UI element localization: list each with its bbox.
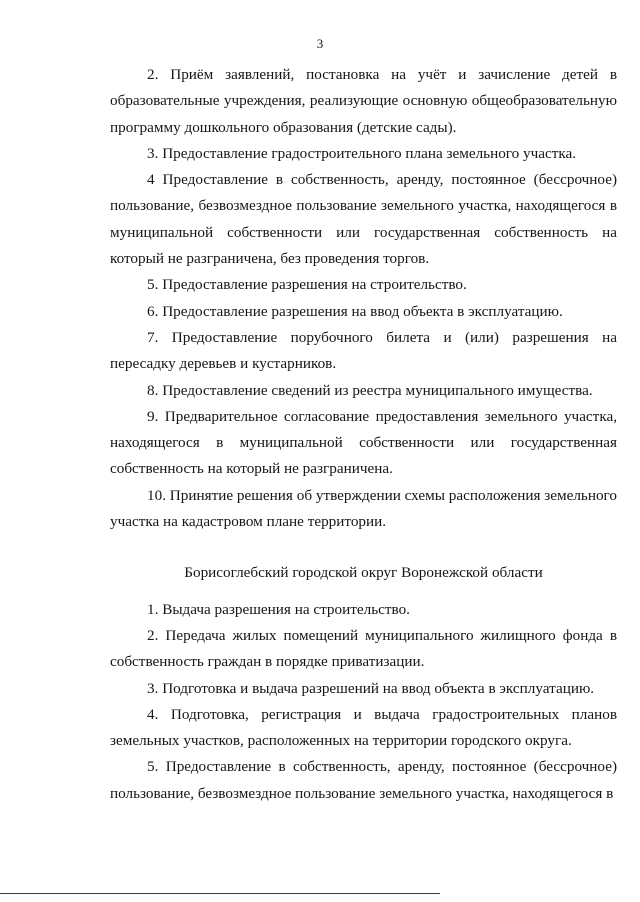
list-item: 5. Предоставление в собственность, аренду, постоянное (бессрочное) пользование, безвозмездное пользование земельного участка, находящегося в xyxy=(110,758,617,802)
list-item: 2. Передача жилых помещений муниципального жилищного фонда в собственность граждан в порядке приватизации. xyxy=(110,626,617,671)
list-item: 3. Предоставление градостроительного плана земельного участка. xyxy=(147,144,577,162)
list-item: 6. Предоставление разрешения на ввод объекта в эксплуатацию. xyxy=(147,302,563,320)
list-item: 3. Подготовка и выдача разрешений на ввод объекта в эксплуатацию. xyxy=(147,679,595,697)
list-item: 9. Предварительное согласование предоставления земельного участка, находящегося в муниципальной собственности или государственная собственность на который не разграничена. xyxy=(110,407,617,478)
list-item: 1. Выдача разрешения на строительство. xyxy=(147,600,410,618)
section-heading: Борисоглебский городской округ Воронежской области xyxy=(184,564,543,582)
list-item: 2. Приём заявлений, постановка на учёт и зачисление детей в образовательные учреждения, реализующие основную общеобразовательную программу дошкольного образования (детские сады). xyxy=(110,66,617,136)
document-body xyxy=(110,62,617,807)
list-item: 10. Принятие решения об утверждении схемы расположения земельного участка на кадастровом плане территории. xyxy=(110,486,617,531)
list-item: 5. Предоставление разрешения на строительство. xyxy=(147,276,467,294)
page-number: 3 xyxy=(316,36,324,51)
list-item: 4. Подготовка, регистрация и выдача градостроительных планов земельных участков, расположенных на территории городского округа. xyxy=(110,705,617,750)
page-bottom-rule xyxy=(0,893,440,894)
list-item: 8. Предоставление сведений из реестра муниципального имущества. xyxy=(147,381,593,399)
list-item: 4 Предоставление в собственность, аренду, постоянное (бессрочное) пользование, безвозмездное пользование земельного участка, находящегося в муниципальной собственности или государственная собственность на который не разграничена, без проведения торгов. xyxy=(110,171,617,268)
list-item: 7. Предоставление порубочного билета и (или) разрешения на пересадку деревьев и кустарников. xyxy=(110,328,617,373)
